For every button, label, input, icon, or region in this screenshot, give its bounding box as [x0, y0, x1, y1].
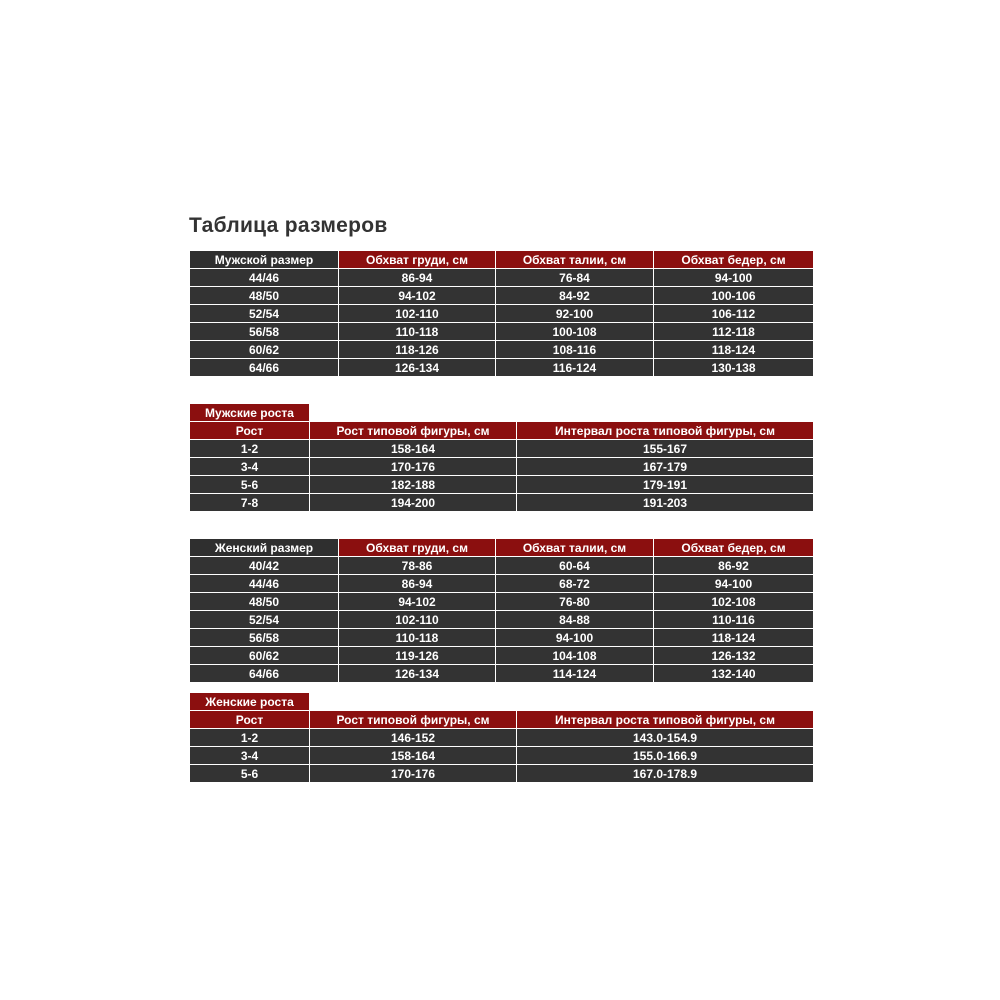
- table-cell: 155-167: [517, 440, 814, 458]
- table-cell: 94-100: [654, 575, 814, 593]
- table-cell: 102-110: [339, 611, 496, 629]
- table-cell: 92-100: [496, 305, 654, 323]
- table-cell: 84-92: [496, 287, 654, 305]
- table-cell: 126-134: [339, 665, 496, 683]
- table-cell: 84-88: [496, 611, 654, 629]
- table-label: Женские роста: [190, 693, 310, 711]
- table-cell: 155.0-166.9: [517, 747, 814, 765]
- table-cell: 48/50: [190, 593, 339, 611]
- table-cell: 86-92: [654, 557, 814, 575]
- table-cell: 191-203: [517, 494, 814, 512]
- column-header: Обхват бедер, см: [654, 251, 814, 269]
- table-row: [190, 747, 814, 765]
- table-cell: 1-2: [190, 440, 310, 458]
- table-cell: 3-4: [190, 747, 310, 765]
- table-cell: 60-64: [496, 557, 654, 575]
- table-cell: 118-126: [339, 341, 496, 359]
- table-cell: 56/58: [190, 629, 339, 647]
- table-header-row: [190, 711, 814, 729]
- table-cell: 104-108: [496, 647, 654, 665]
- table-row: [190, 476, 814, 494]
- table-cell: 60/62: [190, 341, 339, 359]
- table-cell: 143.0-154.9: [517, 729, 814, 747]
- column-header: Обхват талии, см: [496, 251, 654, 269]
- table-cell: 64/66: [190, 359, 339, 377]
- women-height-table: [189, 692, 814, 783]
- table-cell: 48/50: [190, 287, 339, 305]
- table-row: [190, 458, 814, 476]
- table-cell: 118-124: [654, 629, 814, 647]
- table-header-row: [190, 539, 814, 557]
- table-cell: 170-176: [310, 765, 517, 783]
- table-row: [190, 629, 814, 647]
- table-cell: 64/66: [190, 665, 339, 683]
- table-header-row: [190, 251, 814, 269]
- table-cell: 170-176: [310, 458, 517, 476]
- column-header: Рост типовой фигуры, см: [310, 711, 517, 729]
- table-label-row: [190, 404, 814, 422]
- column-header: Интервал роста типовой фигуры, см: [517, 711, 814, 729]
- table-cell: 126-134: [339, 359, 496, 377]
- table-cell: 100-108: [496, 323, 654, 341]
- table-cell: 100-106: [654, 287, 814, 305]
- table-label: Мужские роста: [190, 404, 310, 422]
- column-header: Рост: [190, 711, 310, 729]
- table-label-row: [190, 693, 814, 711]
- table-cell: 86-94: [339, 575, 496, 593]
- column-header: Мужской размер: [190, 251, 339, 269]
- column-header: Обхват бедер, см: [654, 539, 814, 557]
- column-header: Рост типовой фигуры, см: [310, 422, 517, 440]
- page-title: Таблица размеров: [189, 214, 388, 237]
- table-row: [190, 647, 814, 665]
- table-cell: 112-118: [654, 323, 814, 341]
- table-row: [190, 494, 814, 512]
- table-cell: 110-118: [339, 323, 496, 341]
- table-cell: 94-100: [654, 269, 814, 287]
- table-cell: 130-138: [654, 359, 814, 377]
- table-cell: 56/58: [190, 323, 339, 341]
- column-header: Женский размер: [190, 539, 339, 557]
- table-cell: 60/62: [190, 647, 339, 665]
- table-cell: 106-112: [654, 305, 814, 323]
- table-cell: 146-152: [310, 729, 517, 747]
- column-header: Рост: [190, 422, 310, 440]
- table-cell: 5-6: [190, 476, 310, 494]
- table-cell: 110-116: [654, 611, 814, 629]
- table-cell: 7-8: [190, 494, 310, 512]
- table-cell: 179-191: [517, 476, 814, 494]
- column-header: Обхват груди, см: [339, 539, 496, 557]
- table-row: [190, 665, 814, 683]
- table-cell: 118-124: [654, 341, 814, 359]
- table-cell: 5-6: [190, 765, 310, 783]
- table-row: [190, 729, 814, 747]
- table-row: [190, 611, 814, 629]
- table-cell: 1-2: [190, 729, 310, 747]
- table-row: [190, 575, 814, 593]
- table-cell: 194-200: [310, 494, 517, 512]
- table-row: [190, 440, 814, 458]
- table-cell: 116-124: [496, 359, 654, 377]
- table-row: [190, 557, 814, 575]
- table-cell: 182-188: [310, 476, 517, 494]
- table-cell: 102-110: [339, 305, 496, 323]
- table-cell: 108-116: [496, 341, 654, 359]
- table-row: [190, 359, 814, 377]
- table-cell: 86-94: [339, 269, 496, 287]
- table-row: [190, 287, 814, 305]
- table-cell: 3-4: [190, 458, 310, 476]
- table-row: [190, 593, 814, 611]
- table-cell: 76-84: [496, 269, 654, 287]
- table-cell: 158-164: [310, 747, 517, 765]
- table-cell: 76-80: [496, 593, 654, 611]
- women-size-table: [189, 538, 814, 683]
- table-row: [190, 341, 814, 359]
- table-cell: 94-100: [496, 629, 654, 647]
- table-cell: 44/46: [190, 269, 339, 287]
- table-cell: 158-164: [310, 440, 517, 458]
- table-cell: 167-179: [517, 458, 814, 476]
- table-cell: 52/54: [190, 611, 339, 629]
- table-cell: 119-126: [339, 647, 496, 665]
- table-cell: 94-102: [339, 593, 496, 611]
- table-cell: 114-124: [496, 665, 654, 683]
- men-size-table: [189, 250, 814, 377]
- men-height-table: [189, 403, 814, 512]
- table-row: [190, 323, 814, 341]
- table-cell: 110-118: [339, 629, 496, 647]
- table-cell: 40/42: [190, 557, 339, 575]
- table-cell: 132-140: [654, 665, 814, 683]
- table-cell: 102-108: [654, 593, 814, 611]
- column-header: Обхват талии, см: [496, 539, 654, 557]
- table-cell: 126-132: [654, 647, 814, 665]
- table-cell: 52/54: [190, 305, 339, 323]
- table-cell: 68-72: [496, 575, 654, 593]
- table-row: [190, 765, 814, 783]
- table-header-row: [190, 422, 814, 440]
- table-cell: 94-102: [339, 287, 496, 305]
- table-row: [190, 305, 814, 323]
- column-header: Обхват груди, см: [339, 251, 496, 269]
- table-cell: 78-86: [339, 557, 496, 575]
- table-cell: 167.0-178.9: [517, 765, 814, 783]
- table-row: [190, 269, 814, 287]
- table-cell: 44/46: [190, 575, 339, 593]
- column-header: Интервал роста типовой фигуры, см: [517, 422, 814, 440]
